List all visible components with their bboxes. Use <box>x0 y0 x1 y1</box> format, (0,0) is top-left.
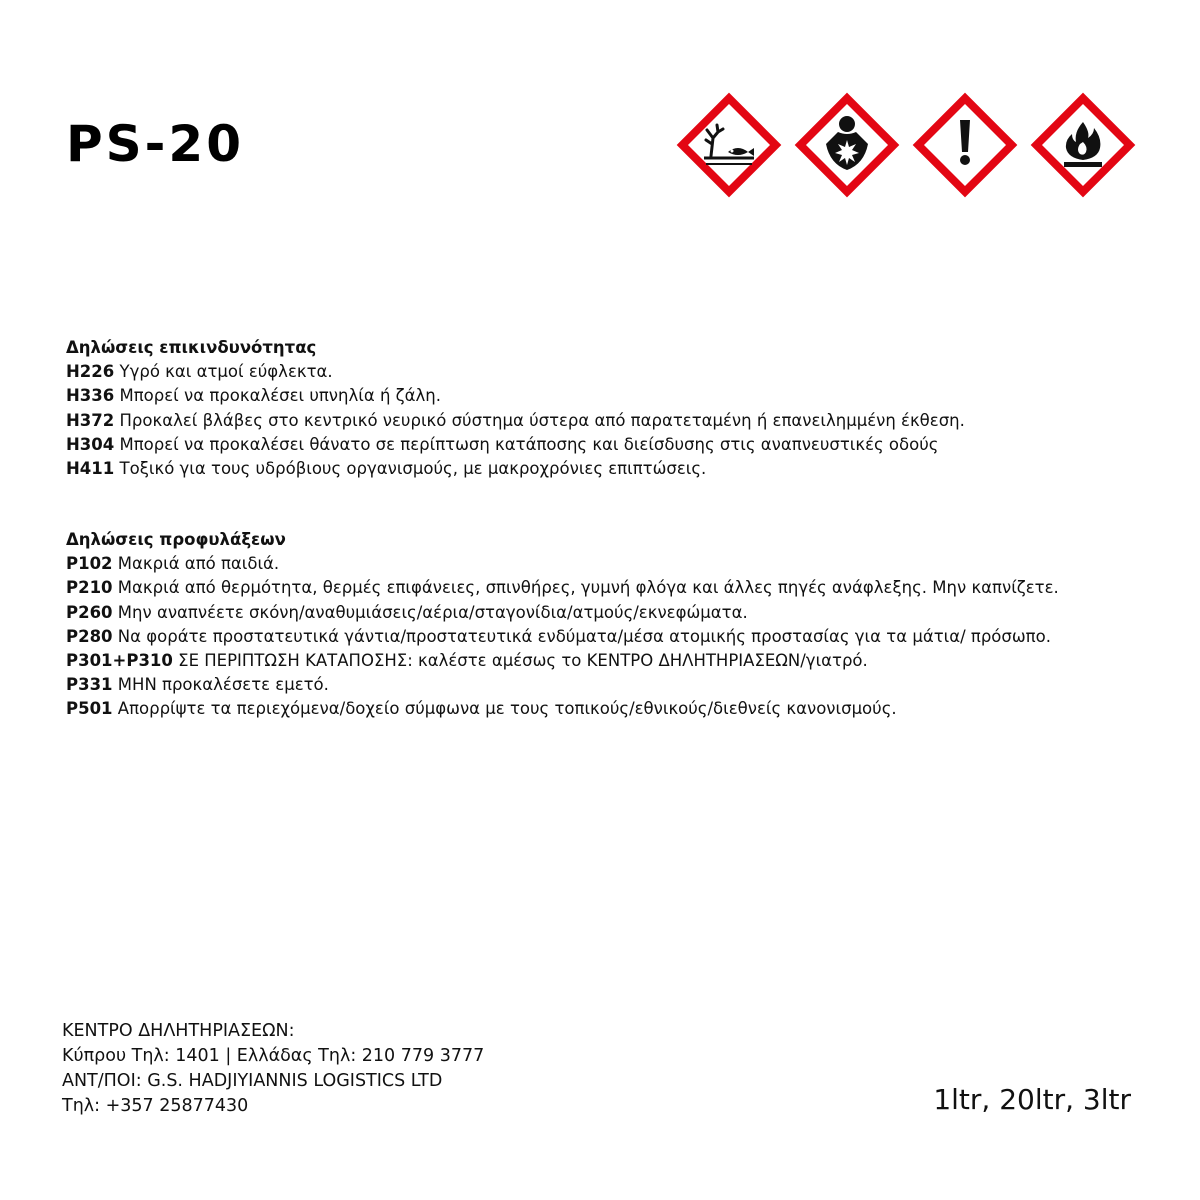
statement-text: Μακριά από θερμότητα, θερμές επιφάνειες, σπινθήρες, γυμνή φλόγα και άλλες πηγές ανάφλεξης. Μην καπνίζετε. <box>117 578 1059 598</box>
poison-center-heading: ΚΕΝΤΡΟ ΔΗΛΗΤΗΡΙΑΣΕΩΝ: <box>62 1021 295 1041</box>
statement-code: P301+P310 <box>66 651 173 671</box>
statement-code: P331 <box>66 675 113 695</box>
statement-text: Προκαλεί βλάβες στο κεντρικό νευρικό σύστημα ύστερα από παρατεταμένη ή επανειλημμένη έκθεση. <box>119 410 965 430</box>
hazard-statement-h411 <box>66 457 965 481</box>
hazard-statement-h372 <box>66 409 965 433</box>
hazard-statement-h226 <box>66 360 965 384</box>
ghs-pictograms <box>676 92 1136 198</box>
precaution-statement-p331 <box>66 673 1059 697</box>
distributor-name: ΑΝΤ/ΠΟΙ: G.S. HADJIYIANNIS LOGISTICS LTD <box>62 1071 443 1091</box>
statement-code: P280 <box>66 626 113 646</box>
hazard-statements-heading: Δηλώσεις επικινδυνότητας <box>66 338 317 357</box>
statement-code: H411 <box>66 459 115 479</box>
statement-text: Απορρίψτε τα περιεχόμενα/δοχείο σύμφωνα με τους τοπικούς/εθνικούς/διεθνείς κανονισμούς. <box>117 699 897 719</box>
exclamation-mark-icon <box>912 92 1018 198</box>
precaution-statement-p210 <box>66 576 1059 600</box>
poison-center-contact <box>62 1019 484 1119</box>
statement-text: Τοξικό για τους υδρόβιους οργανισμούς, με μακροχρόνιες επιπτώσεις. <box>119 459 707 479</box>
statement-text: ΜΗΝ προκαλέσετε εμετό. <box>117 675 329 695</box>
statement-code: P501 <box>66 699 113 719</box>
precautionary-statements <box>66 528 1059 722</box>
flame-icon <box>1030 92 1136 198</box>
statement-code: P102 <box>66 554 113 574</box>
statement-text: Να φοράτε προστατευτικά γάντια/προστατευτικά ενδύματα/μέσα ατομικής προστασίας για τα μάτια/ πρόσωπο. <box>117 626 1051 646</box>
statement-code: H336 <box>66 386 115 406</box>
statement-code: H226 <box>66 362 115 382</box>
statement-text: Μακριά από παιδιά. <box>117 554 280 574</box>
statement-text: Μην αναπνέετε σκόνη/αναθυμιάσεις/αέρια/σταγονίδια/ατμούς/εκνεφώματα. <box>117 602 748 622</box>
hazard-statement-h336 <box>66 384 965 408</box>
statement-text: ΣΕ ΠΕΡΙΠΤΩΣΗ ΚΑΤΑΠΟΣΗΣ: καλέστε αμέσως το ΚΕΝΤΡΟ ΔΗΛΗΤΗΡΙΑΣΕΩΝ/γιατρό. <box>178 651 868 671</box>
statement-text: Υγρό και ατμοί εύφλεκτα. <box>119 362 333 382</box>
package-sizes: 1ltr, 20ltr, 3ltr <box>933 1083 1131 1116</box>
precaution-statement-p280 <box>66 625 1059 649</box>
environment-hazard-icon <box>676 92 782 198</box>
health-hazard-icon <box>794 92 900 198</box>
precaution-statement-p102 <box>66 552 1059 576</box>
precaution-statement-p260 <box>66 601 1059 625</box>
statement-code: P210 <box>66 578 113 598</box>
poison-center-phones: Κύπρου Τηλ: 1401 | Ελλάδας Τηλ: 210 779 3777 <box>62 1046 485 1066</box>
precaution-statement-p501 <box>66 697 1059 721</box>
precautionary-statements-heading: Δηλώσεις προφυλάξεων <box>66 530 286 549</box>
statement-code: H372 <box>66 410 115 430</box>
distributor-phone: Τηλ: +357 25877430 <box>62 1096 249 1116</box>
statement-code: P260 <box>66 602 113 622</box>
statement-text: Μπορεί να προκαλέσει θάνατο σε περίπτωση κατάποσης και διείσδυσης στις αναπνευστικές οδούς <box>119 434 939 454</box>
product-title: PS-20 <box>66 115 244 173</box>
hazard-statement-h304 <box>66 433 965 457</box>
precaution-statement-p301-p310 <box>66 649 1059 673</box>
statement-code: H304 <box>66 434 115 454</box>
hazard-statements <box>66 336 965 481</box>
statement-text: Μπορεί να προκαλέσει υπνηλία ή ζάλη. <box>119 386 441 406</box>
